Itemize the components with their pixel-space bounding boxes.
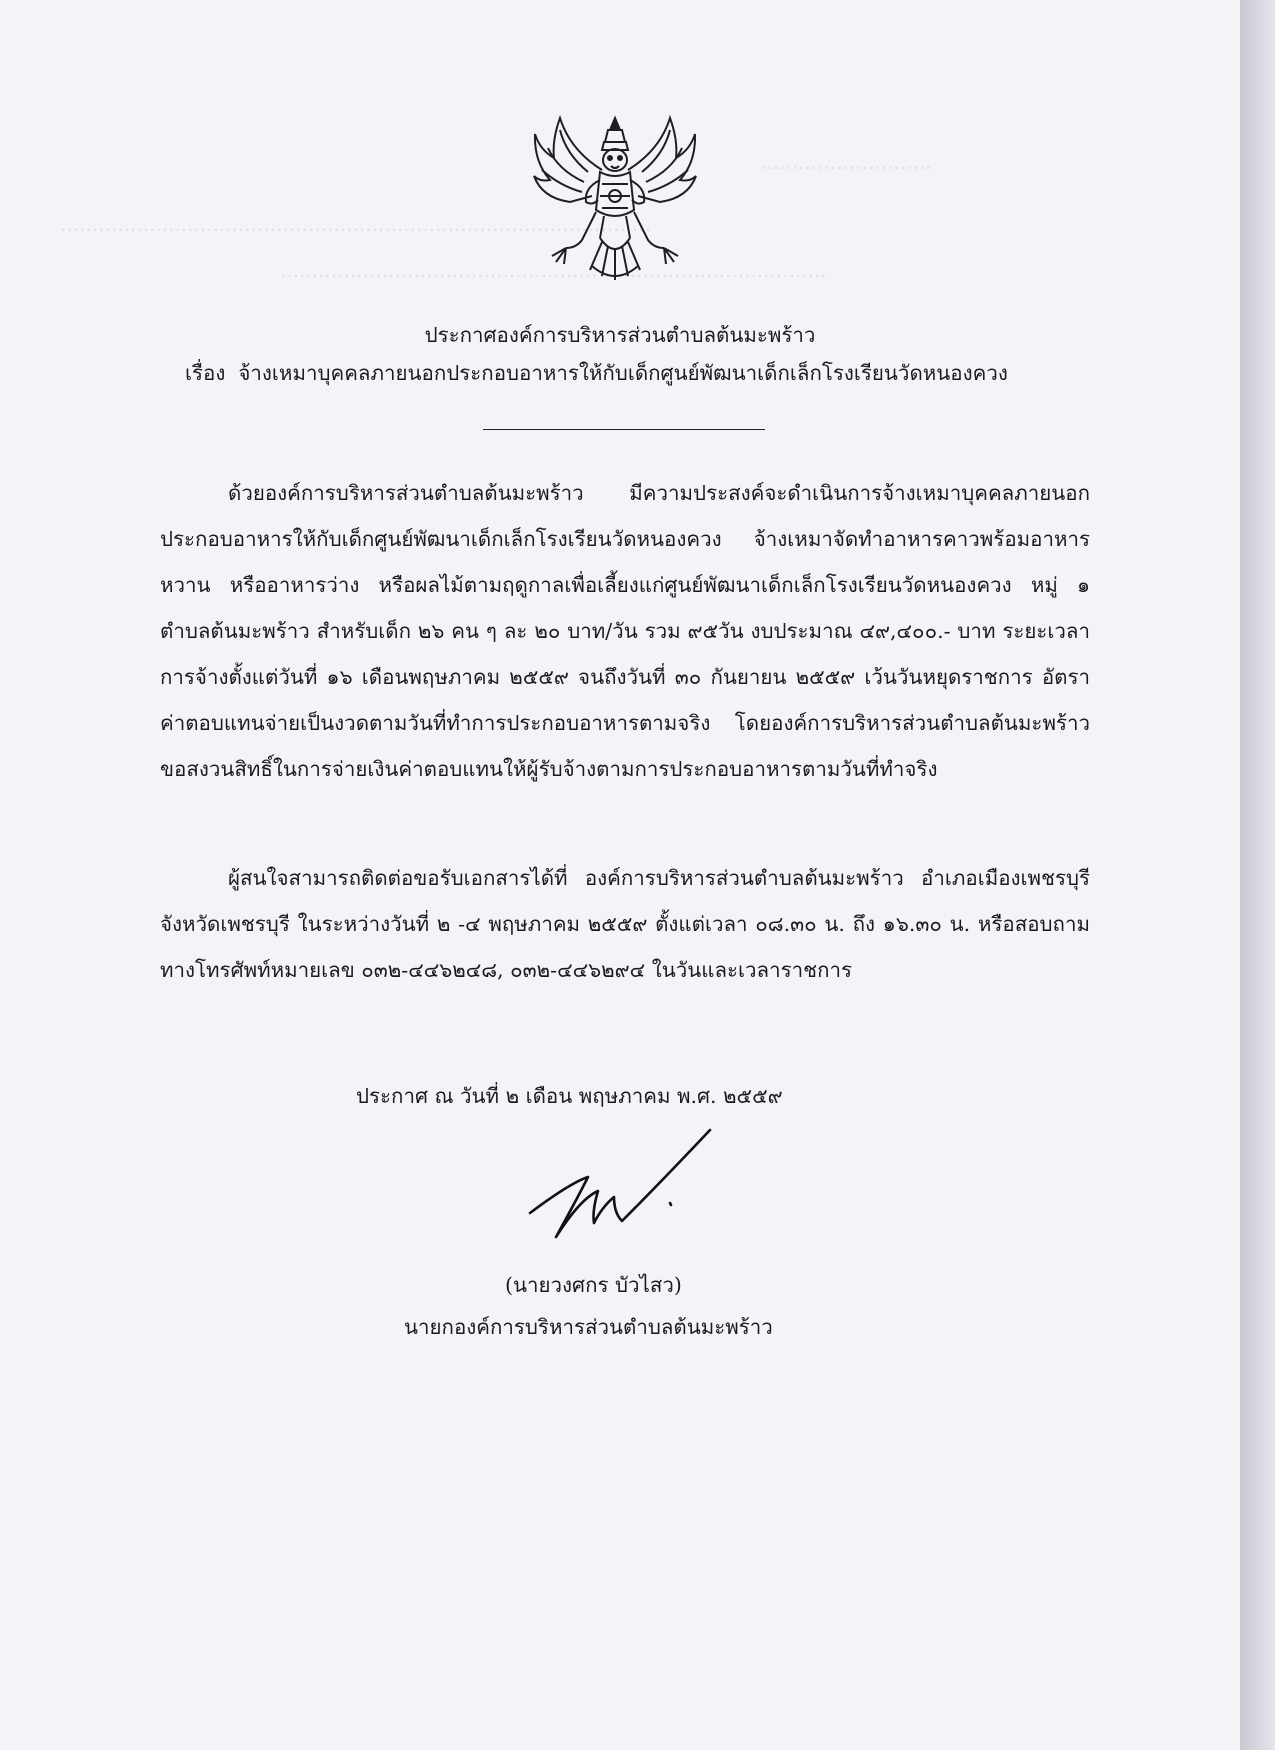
show-through-text: ............................................................................................. — [60, 212, 652, 236]
show-through-text: ...................................................................................... — [280, 258, 827, 282]
body-paragraph-2: ผู้สนใจสามารถติดต่อขอรับเอกสารได้ที่ องค์การบริหารส่วนตำบลต้นมะพร้าว อำเภอเมืองเพชรบุรี จังหวัดเพชรบุรี ในระหว่างวันที่ ๒ -๔ พฤษภาคม ๒๕๕๙ ตั้งแต่เวลา ๐๘.๓๐ น. ถึง ๑๖.๓๐ น. หรือสอบถามทางโทรศัพท์หมายเลข ๐๓๒-๔๔๖๒๔๘, ๐๓๒-๔๔๖๒๙๔ ในวันและเวลาราชการ — [160, 866, 1090, 982]
page-edge — [1240, 0, 1275, 1750]
announcement-heading: ประกาศองค์การบริหารส่วนตำบลต้นมะพร้าว — [424, 323, 816, 347]
signer-name: (นายวงศกร บัวไสว) — [505, 1273, 682, 1297]
signer-title: นายกองค์การบริหารส่วนตำบลต้นมะพร้าว — [404, 1315, 773, 1339]
announce-date: ประกาศ ณ วันที่ ๒ เดือน พฤษภาคม พ.ศ. ๒๕๕๙ — [356, 1084, 783, 1108]
subject-label: เรื่อง — [185, 361, 226, 385]
show-through-text: ........................... — [760, 150, 932, 174]
garuda-emblem-icon — [530, 110, 700, 285]
heading-divider — [483, 429, 765, 430]
subject-text: จ้างเหมาบุคคลภายนอกประกอบอาหารให้กับเด็กศูนย์พัฒนาเด็กเล็กโรงเรียนวัดหนองควง — [238, 361, 1008, 385]
subject-line — [185, 350, 1008, 396]
body-paragraph-1: ด้วยองค์การบริหารส่วนตำบลต้นมะพร้าว มีความประสงค์จะดำเนินการจ้างเหมาบุคคลภายนอกประกอบอาหารให้กับเด็กศูนย์พัฒนาเด็กเล็กโรงเรียนวัดหนองควง จ้างเหมาจัดทำอาหารคาวพร้อมอาหารหวาน หรืออาหารว่าง หรือผลไม้ตามฤดูกาลเพื่อเลี้ยงแก่ศูนย์พัฒนาเด็กเล็กโรงเรียนวัดหนองควง หมู่ ๑ ตำบลต้นมะพร้าว สำหรับเด็ก ๒๖ คน ๆ ละ ๒๐ บาท/วัน รวม ๙๕วัน งบประมาณ ๔๙,๔๐๐.- บาท ระยะเวลาการจ้างตั้งแต่วันที่ ๑๖ เดือนพฤษภาคม ๒๕๕๙ จนถึงวันที่ ๓๐ กันยายน ๒๕๕๙ เว้นวันหยุดราชการ อัตราค่าตอบแทนจ่ายเป็นงวดตามวันที่ทำการประกอบอาหารตามจริง โดยองค์การบริหารส่วนตำบลต้นมะพร้าวขอสงวนสิทธิ์ในการจ่ายเงินค่าตอบแทนให้ผู้รับจ้างตามการประกอบอาหารตามวันที่ทำจริง — [160, 481, 1090, 781]
handwritten-signature — [510, 1125, 740, 1250]
